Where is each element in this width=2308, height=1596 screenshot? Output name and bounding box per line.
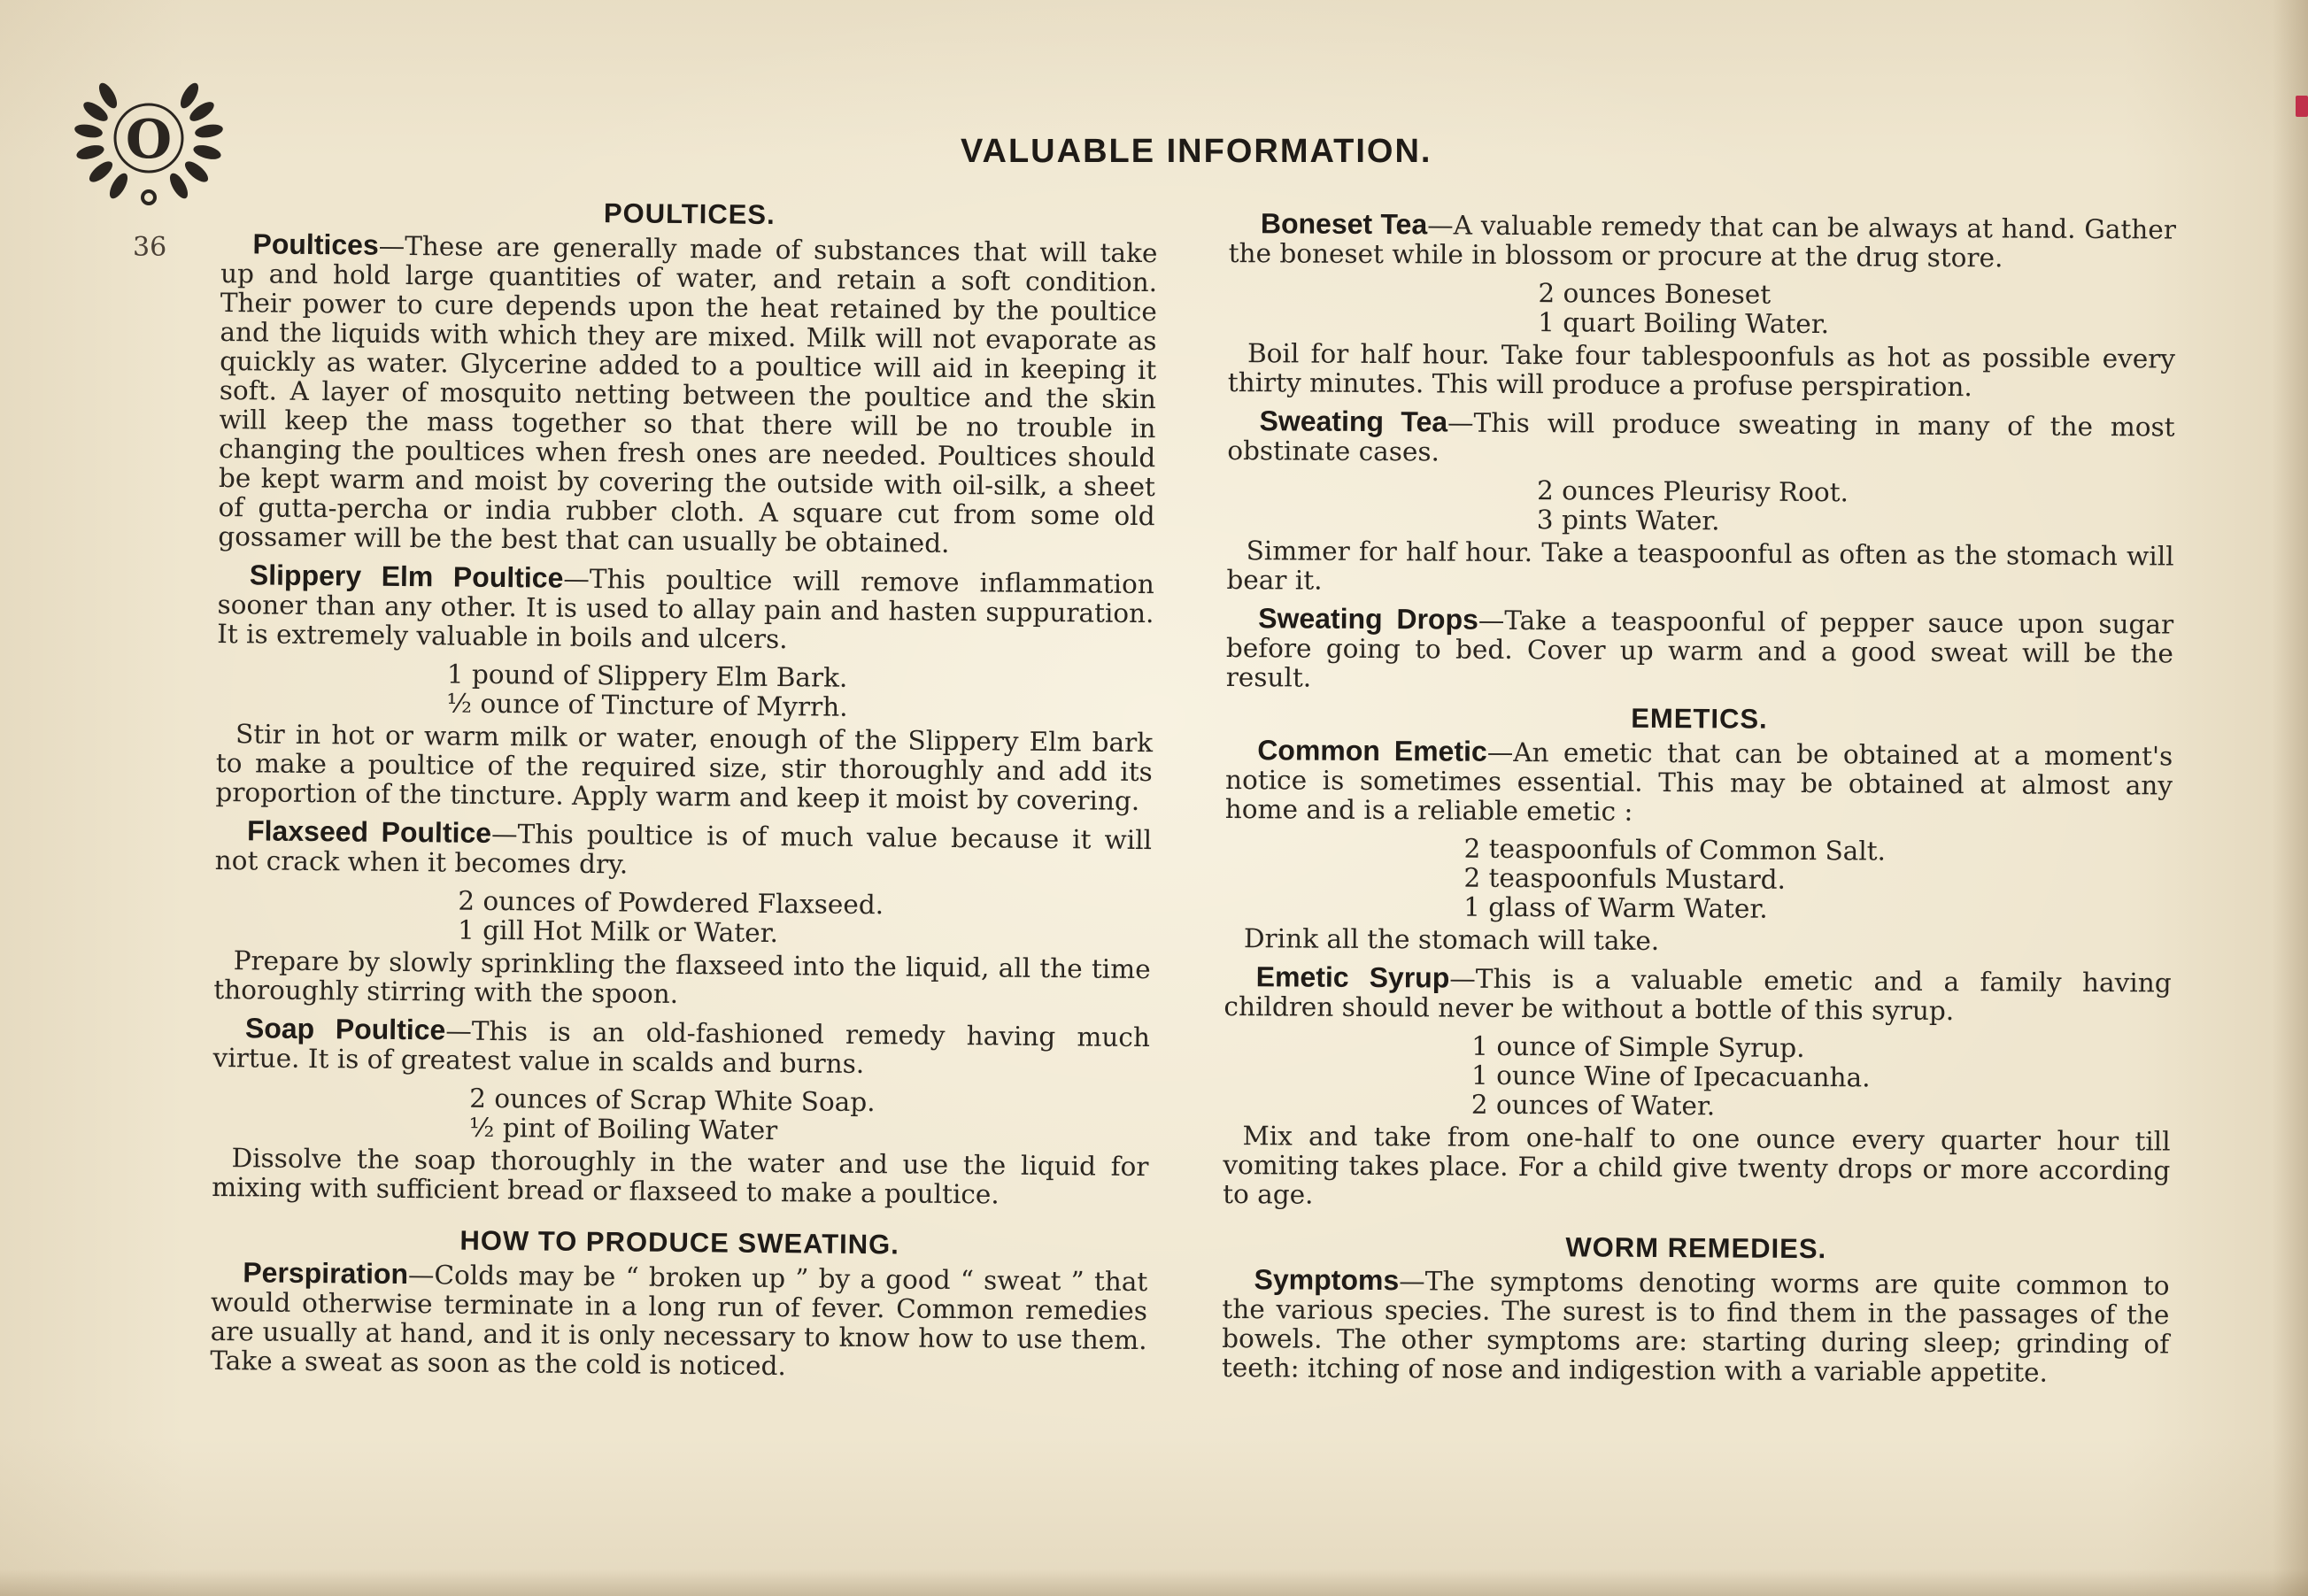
recipe-line: 1 glass of Warm Water. <box>1463 891 1768 924</box>
sweating-tea-recipe <box>1227 474 2174 539</box>
sweating-tea-instructions: Simmer for half hour. Take a teaspoonful as often as the stomach will bear it. <box>1226 536 2174 596</box>
recipe-line: 2 ounces of Scrap White Soap. <box>469 1083 876 1118</box>
emetic-syrup-entry <box>1223 962 2171 1028</box>
soap-entry <box>212 1014 1150 1082</box>
perspiration-text: —Colds may be “ broken up ” by a good “ sweat ” that would otherwise terminate in a long run of fever. Common remedies are usually at hand, and it is only necessary to know how to use them. Take a sweat as soon as the cold is noticed. <box>210 1260 1148 1382</box>
boneset-entry <box>1229 209 2176 274</box>
poultices-entry <box>218 229 1157 560</box>
common-emetic-text: —An emetic that can be obtained at a moment's notice is sometimes essential. This may be obtained at almost any home and is a reliable emetic : <box>1224 736 2173 827</box>
page-bottom-shadow <box>0 1569 2308 1596</box>
recipe-line: 1 ounce of Simple Syrup. <box>1471 1030 1805 1063</box>
symptoms-term: Symptoms <box>1254 1263 1400 1297</box>
bookmark-ribbon <box>2296 96 2308 117</box>
emetics-heading: EMETICS. <box>1631 702 1768 735</box>
recipe-line: 2 ounces of Water. <box>1470 1089 1716 1122</box>
perspiration-entry <box>210 1258 1147 1384</box>
soap-text: —This is an old-fashioned remedy having much virtue. It is of greatest value in scalds and burns. <box>212 1015 1151 1080</box>
symptoms-text: —The symptoms denoting worms are quite common to the various species. The surest is to find them in the passages of the bowels. The other symptoms are: starting during sleep; grinding of teeth: itching of nose and indigestion with a variable appetite. <box>1221 1266 2170 1388</box>
flaxseed-entry <box>215 816 1153 884</box>
emetic-syrup-recipe <box>1223 1030 2172 1124</box>
worm-remedies-heading: WORM REMEDIES. <box>1565 1231 1827 1265</box>
page-edge-shadow <box>2273 0 2308 1596</box>
flaxseed-instructions: Prepare by slowly sprinkling the flaxseed into the liquid, all the time thoroughly stirring with the spoon. <box>213 945 1151 1009</box>
poultices-text: —These are generally made of substances that will take up and hold large quantities of water, and retain a soft condition. Their power to cure depends upon the heat retained by the poultice and the liquids with which they are mixed. Milk will not evaporate as quickly as water. Glycerine added to a poultice will aid in keeping it soft. A layer of mosquito netting between the poultice and the skin will keep the mass together so that there will be no trouble in changing the poultices when fresh ones are needed. Poultices should be kept warm and moist by covering the outside with oil-silk, a sheet of gutta-percha or india rubber cloth. A square cut from some old gossamer will be the best that can usually be obtained. <box>218 230 1158 559</box>
recipe-line: 3 pints Water. <box>1536 505 1720 536</box>
laurel-monogram-emblem-icon <box>73 69 225 211</box>
emblem-letter: O <box>125 109 173 171</box>
poultices-heading: POULTICES. <box>603 197 776 231</box>
soap-term: Soap Poultice <box>244 1012 446 1046</box>
slippery-elm-text: —This poultice will remove inflammation sooner than any other. It is used to allay pain and hasten suppuration. It is extremely valuable in boils and ulcers. <box>217 563 1154 655</box>
emetic-syrup-instructions: Mix and take from one-half to one ounce every quarter hour till vomiting takes place. For a child give twenty drops or more according to age. <box>1223 1121 2171 1210</box>
recipe-line: 1 pound of Slippery Elm Bark. <box>446 659 848 693</box>
recipe-line: 1 ounce Wine of Ipecacuanha. <box>1470 1060 1871 1093</box>
boneset-instructions: Boil for half hour. Take four tablespoonfuls as hot as possible every thirty minutes. This will produce a profuse perspiration. <box>1227 338 2176 403</box>
recipe-line: 2 ounces of Powdered Flaxseed. <box>458 885 884 921</box>
poultices-term: Poultices <box>252 227 379 261</box>
right-column <box>1222 209 2176 1398</box>
left-column <box>210 195 1158 1393</box>
slippery-elm-entry <box>217 560 1154 658</box>
common-emetic-entry <box>1225 736 2173 830</box>
boneset-term: Boneset Tea <box>1260 207 1428 241</box>
soap-recipe <box>212 1082 1150 1149</box>
emetic-syrup-text: —This is a valuable emetic and a family having children should never be without a bottle of this syrup. <box>1223 963 2172 1027</box>
perspiration-term: Perspiration <box>243 1256 409 1291</box>
slippery-elm-term: Slippery Elm Poultice <box>249 559 564 594</box>
recipe-line: 1 gill Hot Milk or Water. <box>457 914 779 949</box>
flaxseed-recipe <box>214 884 1152 952</box>
recipe-line: 1 quart Boiling Water. <box>1538 307 1830 340</box>
emetic-syrup-term: Emetic Syrup <box>1255 960 1450 994</box>
recipe-line: 2 ounces Pleurisy Root. <box>1536 475 1849 508</box>
slippery-elm-instructions: Stir in hot or warm milk or water, enough of the Slippery Elm bark to make a poultice of the required size, stir thoroughly and add its proportion of the tincture. Apply warm and keep it moist by covering. <box>215 719 1154 816</box>
boneset-text: —A valuable remedy that can be always at hand. Gather the boneset while in blossom or procure at the drug store. <box>1228 210 2176 274</box>
flaxseed-term: Flaxseed Poultice <box>246 814 492 849</box>
page-title: VALUABLE INFORMATION. <box>961 133 1432 170</box>
recipe-line: ½ pint of Boiling Water <box>468 1112 778 1146</box>
sweating-tea-entry <box>1227 406 2174 472</box>
recipe-line: ½ ounce of Tincture of Myrrh. <box>446 688 848 722</box>
sweating-drops-entry <box>1226 604 2174 698</box>
symptoms-entry <box>1222 1265 2170 1389</box>
sweating-drops-text: —Take a teaspoonful of pepper sauce upon sugar before going to bed. Cover up warm and a good sweat will be the result. <box>1225 605 2174 693</box>
page-number: 36 <box>133 232 167 263</box>
sweating-heading: HOW TO PRODUCE SWEATING. <box>459 1224 900 1261</box>
right-laurel-branch <box>166 81 224 202</box>
sweating-drops-term: Sweating Drops <box>1258 602 1478 636</box>
left-laurel-branch <box>73 81 131 202</box>
common-emetic-term: Common Emetic <box>1257 734 1487 767</box>
soap-instructions: Dissolve the soap thoroughly in the water and use the liquid for mixing with sufficient bread or flaxseed to make a poultice. <box>212 1143 1149 1210</box>
sweating-tea-term: Sweating Tea <box>1259 405 1448 438</box>
recipe-line: 2 ounces Boneset <box>1538 278 1772 310</box>
slippery-elm-recipe <box>216 658 1154 725</box>
boneset-recipe <box>1228 277 2175 342</box>
common-emetic-recipe <box>1224 833 2173 927</box>
flaxseed-text: —This poultice is of much value because it will not crack when it becomes dry. <box>214 818 1153 880</box>
recipe-line: 2 teaspoonfuls of Common Salt. <box>1463 833 1887 867</box>
sweating-tea-text: —This will produce sweating in many of the most obstinate cases. <box>1227 407 2175 467</box>
recipe-line: 2 teaspoonfuls Mustard. <box>1463 862 1787 895</box>
common-emetic-instructions: Drink all the stomach will take. <box>1243 923 1660 956</box>
